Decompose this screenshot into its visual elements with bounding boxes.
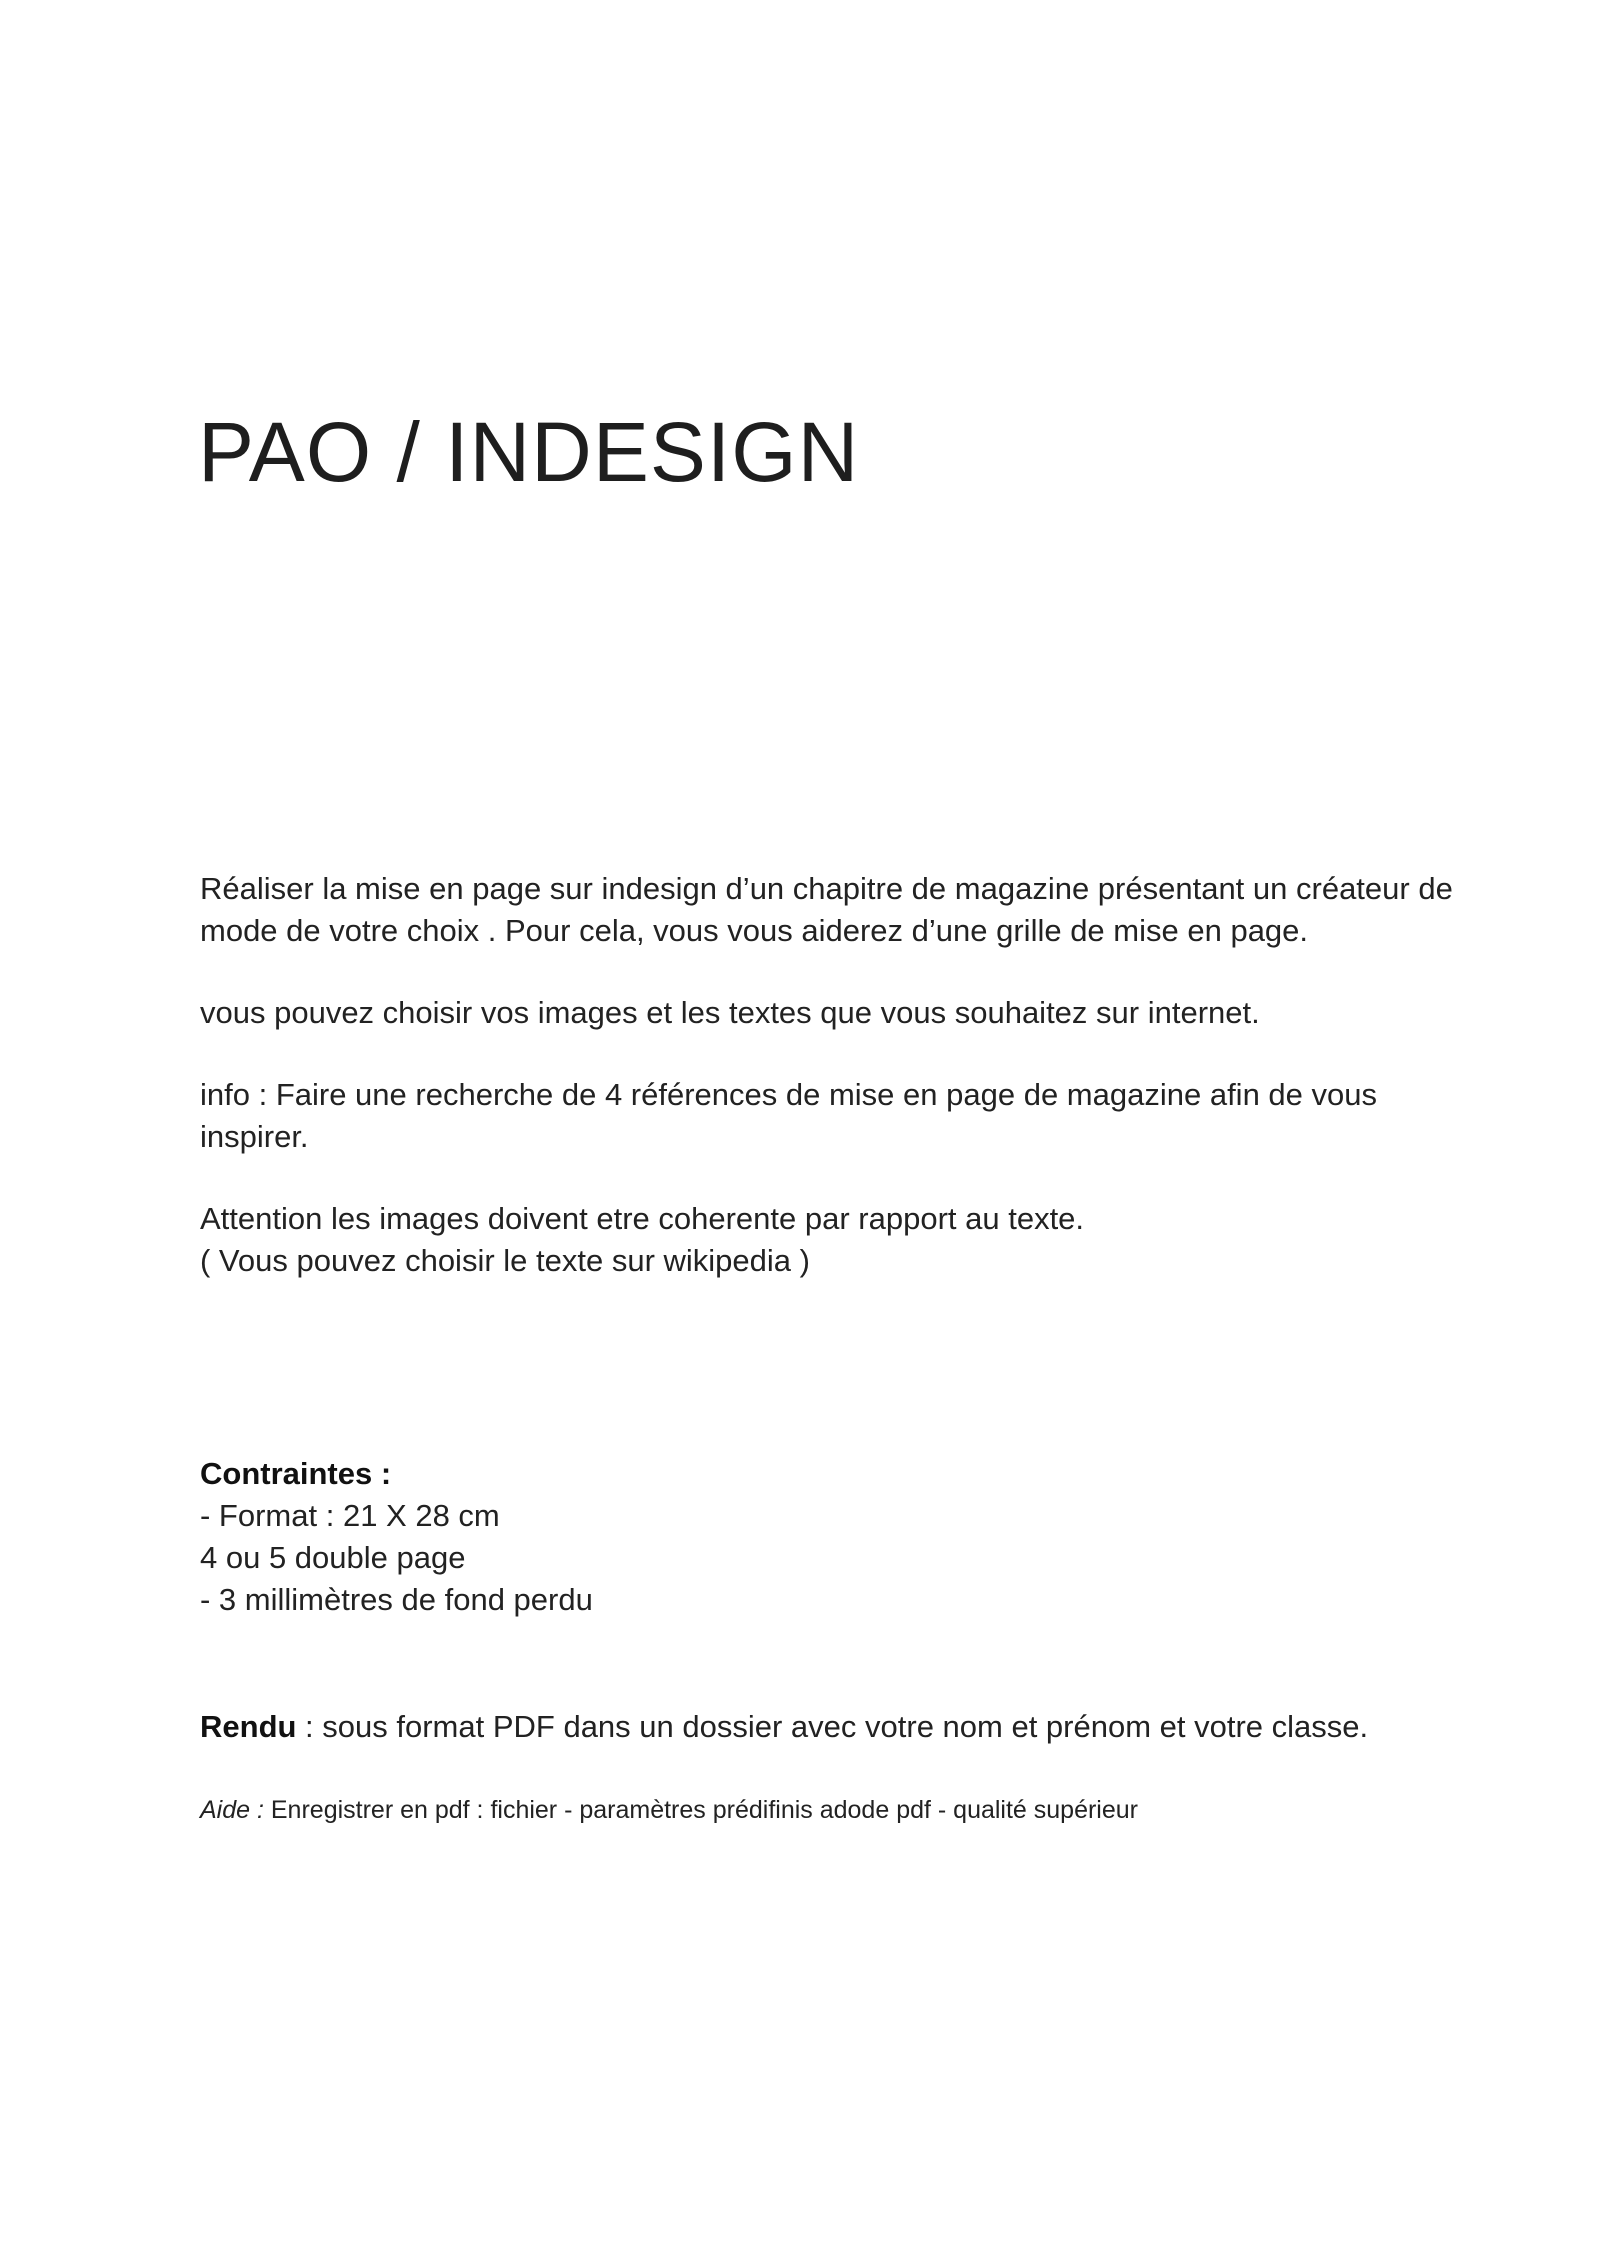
- constraints-heading: Contraintes :: [200, 1456, 392, 1491]
- instruction-paragraph: vous pouvez choisir vos images et les textes que vous souhaitez sur internet.: [200, 995, 1260, 1030]
- instructions-block: [200, 868, 1460, 1282]
- aide-label: Aide :: [200, 1796, 264, 1824]
- rendu-label: Rendu: [200, 1709, 297, 1744]
- aide-section: [200, 1793, 1138, 1827]
- constraint-item: - 3 millimètres de fond perdu: [200, 1582, 593, 1617]
- page-title: PAO / INDESIGN: [198, 405, 860, 499]
- rendu-section: [200, 1706, 1460, 1748]
- instruction-paragraph: Réaliser la mise en page sur indesign d’un chapitre de magazine présentant un créateur de mode de votre choix . Pour cela, vous vous aiderez d’une grille de mise en page.: [200, 871, 1453, 948]
- constraint-item: - Format : 21 X 28 cm: [200, 1498, 500, 1533]
- aide-text: Enregistrer en pdf : fichier - paramètres prédifinis adode pdf - qualité supérieur: [263, 1796, 1138, 1824]
- constraint-item: 4 ou 5 double page: [200, 1540, 466, 1575]
- attention-line: Attention les images doivent etre coherente par rapport au texte.: [200, 1201, 1085, 1236]
- constraints-section: [200, 1453, 593, 1621]
- wikipedia-note: ( Vous pouvez choisir le texte sur wikipedia ): [200, 1243, 810, 1278]
- rendu-text: : sous format PDF dans un dossier avec votre nom et prénom et votre classe.: [296, 1709, 1369, 1744]
- info-paragraph: info : Faire une recherche de 4 références de mise en page de magazine afin de vous inspirer.: [200, 1077, 1378, 1154]
